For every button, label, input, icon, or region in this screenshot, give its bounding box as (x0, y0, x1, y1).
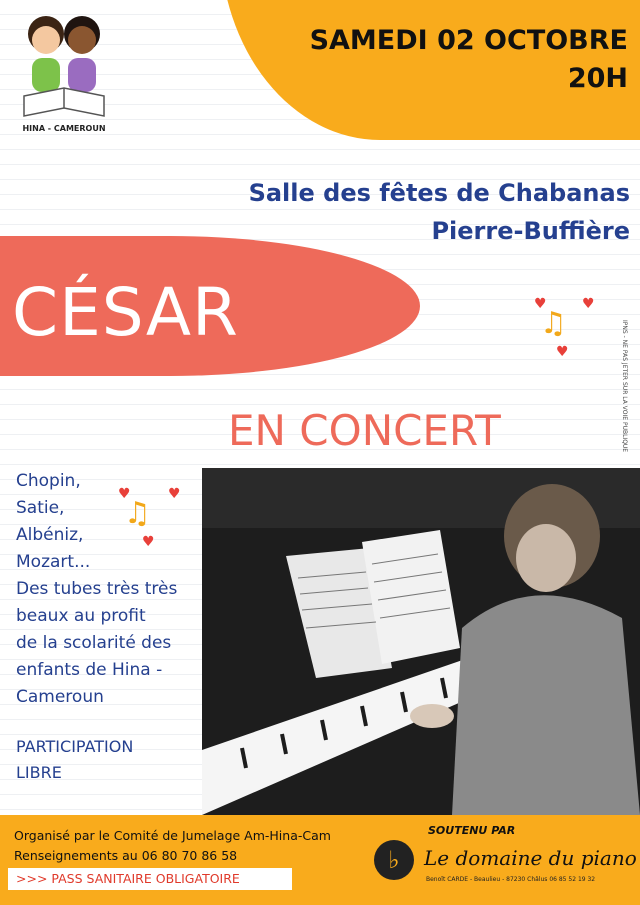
program-line: de la scolarité des (16, 633, 172, 653)
participation-line: PARTICIPATION (16, 737, 134, 756)
event-date (310, 22, 628, 98)
hina-cameroun-logo (14, 4, 114, 136)
venue-town: Pierre-Buffière (431, 217, 630, 245)
program-line: beaux au profit (16, 606, 146, 626)
heart-icon: ♥ (118, 486, 131, 502)
concert-subtitle: EN CONCERT (228, 406, 501, 455)
sponsor-name: Le domaine du piano (424, 846, 637, 870)
svg-text:♭: ♭ (388, 846, 400, 874)
heart-icon: ♥ (556, 344, 569, 360)
pass-sanitaire-notice: >>> PASS SANITAIRE OBLIGATOIRE (8, 868, 292, 890)
heart-icon: ♥ (168, 486, 181, 502)
heart-icon: ♥ (534, 296, 547, 312)
program-text (16, 468, 196, 711)
organizer-info (14, 826, 331, 866)
time-line: 20H (567, 63, 628, 94)
venue-hall: Salle des fêtes de Chabanas (248, 179, 630, 207)
program-line: Chopin, (16, 471, 81, 491)
artist-name: CÉSAR (12, 274, 239, 351)
organizer-line: Organisé par le Comité de Jumelage Am-Hina-Cam (14, 828, 331, 843)
participation-notice (16, 734, 133, 786)
program-line: Cameroun (16, 687, 104, 707)
sponsor-address: Benoît CARDE - Beaulieu - 87230 Châlus 06 85 52 19 32 (426, 876, 596, 883)
sponsor-label: SOUTENU PAR (428, 824, 516, 837)
ipns-notice: IPNS - NE PAS JETER SUR LA VOIE PUBLIQUE (621, 320, 628, 453)
program-line: Des tubes très très (16, 579, 178, 599)
program-line: Mozart... (16, 552, 91, 572)
date-line: SAMEDI 02 OCTOBRE (309, 25, 628, 56)
contact-phone: Renseignements au 06 80 70 86 58 (14, 848, 238, 863)
program-line: Satie, (16, 498, 65, 518)
participation-line: LIBRE (16, 763, 62, 782)
pianist-photo (202, 468, 640, 815)
program-line: Albéniz, (16, 525, 84, 545)
venue (249, 174, 630, 250)
piano-logo-icon (372, 838, 416, 882)
program-line: enfants de Hina - (16, 660, 163, 680)
music-note-icon: ♫ (540, 306, 567, 341)
logo-caption: HINA - CAMEROUN (22, 124, 106, 133)
heart-icon: ♥ (582, 296, 595, 312)
music-note-icon: ♫ (124, 496, 151, 531)
heart-icon: ♥ (142, 534, 155, 550)
